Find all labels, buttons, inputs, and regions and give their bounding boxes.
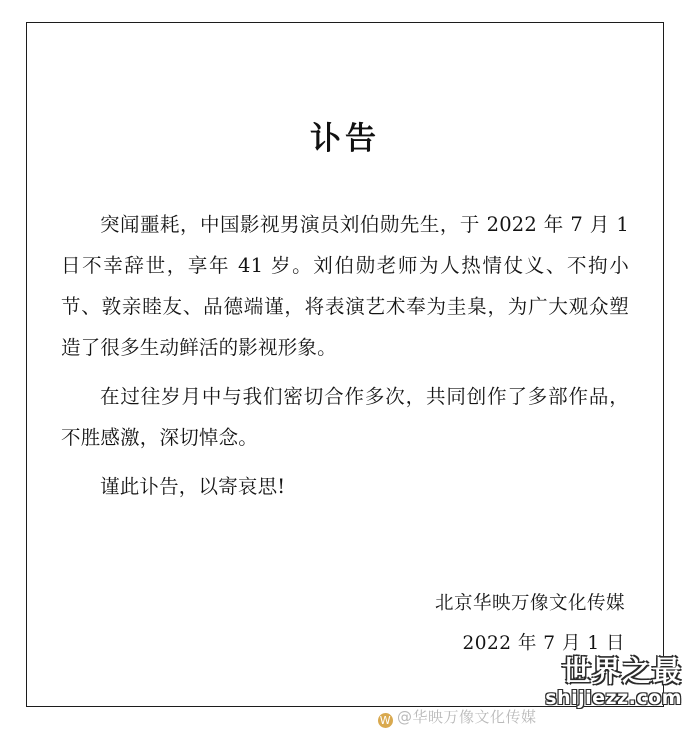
- page-title: 讣告: [310, 121, 380, 157]
- document-paragraphs: [61, 204, 629, 507]
- paragraph-1: 突闻噩耗，中国影视男演员刘伯勋先生，于 2022 年 7 月 1 日不幸辞世，享年 41 岁。刘伯勋老师为人热情仗义、不拘小节、敦亲睦友、品德端谨，将表演艺术奉为圭臬，为广大观众塑造了很多生动鲜活的影视形象。: [61, 213, 629, 359]
- signature-date: 2022 年 7 月 1 日: [462, 633, 625, 654]
- site-watermark-name: 世界之最: [561, 654, 682, 688]
- weibo-watermark: [378, 706, 537, 728]
- notice-document-page: [26, 22, 664, 707]
- site-watermark-url: shijiezz.com: [545, 687, 682, 709]
- paragraph-3: 谨此讣告，以寄哀思!: [100, 475, 286, 498]
- paragraph-2: 在过往岁月中与我们密切合作多次，共同创作了多部作品，不胜感激，深切悼念。: [61, 385, 629, 449]
- site-watermark: [545, 655, 682, 709]
- weibo-icon: W: [379, 714, 392, 727]
- signature-block: [325, 584, 625, 664]
- signature-organization: 北京华映万像文化传媒: [434, 593, 625, 614]
- weibo-watermark-text: @华映万像文化传媒: [397, 708, 537, 726]
